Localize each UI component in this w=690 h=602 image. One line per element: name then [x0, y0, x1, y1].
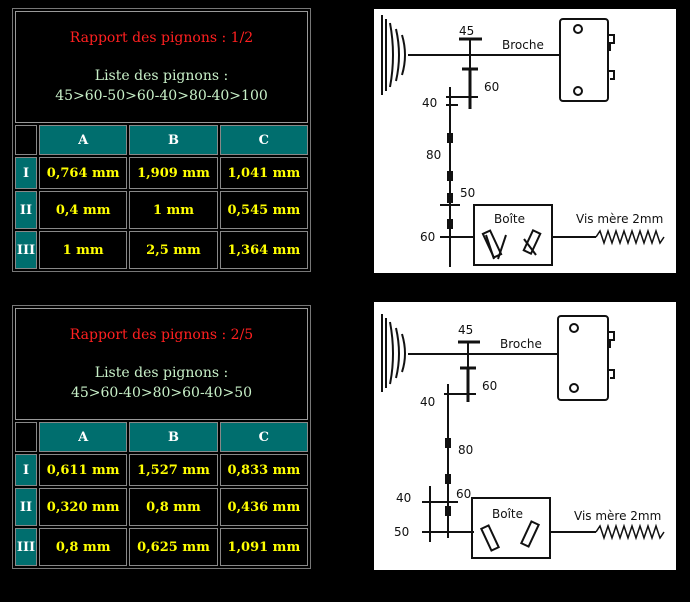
row-header: II: [15, 488, 37, 526]
value-cell: 1,041 mm: [220, 157, 308, 189]
value-cell: 0,764 mm: [39, 157, 127, 189]
broche-label: Broche: [500, 337, 542, 351]
gear-label: 40: [396, 491, 412, 505]
table-row: [15, 528, 308, 566]
lead-screw-icon: [596, 526, 664, 538]
headstock-pulley-icon: [382, 15, 405, 95]
chuck-icon: [558, 316, 614, 400]
value-cell: 0,436 mm: [220, 488, 308, 526]
value-cell: 0,8 mm: [39, 528, 127, 566]
gear-label: 45: [458, 323, 474, 337]
gear-ratio-title: Rapport des pignons : 2/5: [69, 327, 254, 343]
gear-table: [12, 8, 311, 272]
corner-cell: [15, 422, 37, 452]
gear-train-diagram-1: [374, 9, 676, 273]
gear-list-sequence: 45>60-50>60-40>80-40>100: [55, 88, 268, 104]
value-cell: 1,091 mm: [220, 528, 308, 566]
column-header-a: A: [39, 125, 127, 155]
table-row: [15, 157, 308, 189]
gear-table-2: [12, 305, 311, 569]
broche-label: Broche: [502, 38, 544, 52]
value-cell: 1 mm: [39, 231, 127, 269]
gear-label: 50: [460, 186, 476, 200]
gearbox-label: Boîte: [494, 212, 525, 226]
row-header: III: [15, 528, 37, 566]
value-cell: 1 mm: [129, 191, 217, 229]
lead-screw-label: Vis mère 2mm: [576, 212, 664, 226]
gear-label: 60: [456, 487, 472, 501]
value-cell: 1,364 mm: [220, 231, 308, 269]
value-cell: 0,4 mm: [39, 191, 127, 229]
gear-label: 40: [420, 395, 436, 409]
corner-cell: [15, 125, 37, 155]
gearbox-label: Boîte: [492, 507, 523, 521]
column-header-b: B: [129, 125, 217, 155]
table-header: [15, 11, 308, 123]
value-cell: 0,8 mm: [129, 488, 217, 526]
row-header: I: [15, 454, 37, 486]
gear-table: [12, 305, 311, 569]
chuck-icon: [560, 19, 614, 101]
column-header-b: B: [129, 422, 217, 452]
gear-train-diagram-2: [374, 302, 676, 570]
table-row: [15, 454, 308, 486]
table-row: [15, 488, 308, 526]
lead-screw-label: Vis mère 2mm: [574, 509, 662, 523]
gear-label: 60: [482, 379, 498, 393]
row-header: II: [15, 191, 37, 229]
value-cell: 0,320 mm: [39, 488, 127, 526]
table-row: [15, 191, 308, 229]
value-cell: 0,611 mm: [39, 454, 127, 486]
value-cell: 2,5 mm: [129, 231, 217, 269]
row-header: I: [15, 157, 37, 189]
value-cell: 0,625 mm: [129, 528, 217, 566]
gear-label: 80: [458, 443, 474, 457]
gear-label: 80: [426, 148, 442, 162]
gear-list-title: Liste des pignons :: [94, 365, 229, 381]
column-header-a: A: [39, 422, 127, 452]
row-header: III: [15, 231, 37, 269]
value-cell: 1,527 mm: [129, 454, 217, 486]
value-cell: 0,833 mm: [220, 454, 308, 486]
value-cell: 0,545 mm: [220, 191, 308, 229]
gear-label: 40: [422, 96, 438, 110]
lead-screw-icon: [596, 231, 664, 243]
gear-label: 45: [459, 24, 475, 38]
gear-table-1: [12, 8, 311, 272]
column-header-c: C: [220, 125, 308, 155]
gear-list-title: Liste des pignons :: [94, 68, 229, 84]
gear-list-sequence: 45>60-40>80>60-40>50: [70, 385, 253, 401]
value-cell: 1,909 mm: [129, 157, 217, 189]
gear-ratio-title: Rapport des pignons : 1/2: [69, 30, 254, 46]
gear-label: 60: [420, 230, 436, 244]
gear-label: 60: [484, 80, 500, 94]
column-header-c: C: [220, 422, 308, 452]
gear-label: 50: [394, 525, 410, 539]
table-header: [15, 308, 308, 420]
headstock-pulley-icon: [382, 314, 405, 392]
table-row: [15, 231, 308, 269]
